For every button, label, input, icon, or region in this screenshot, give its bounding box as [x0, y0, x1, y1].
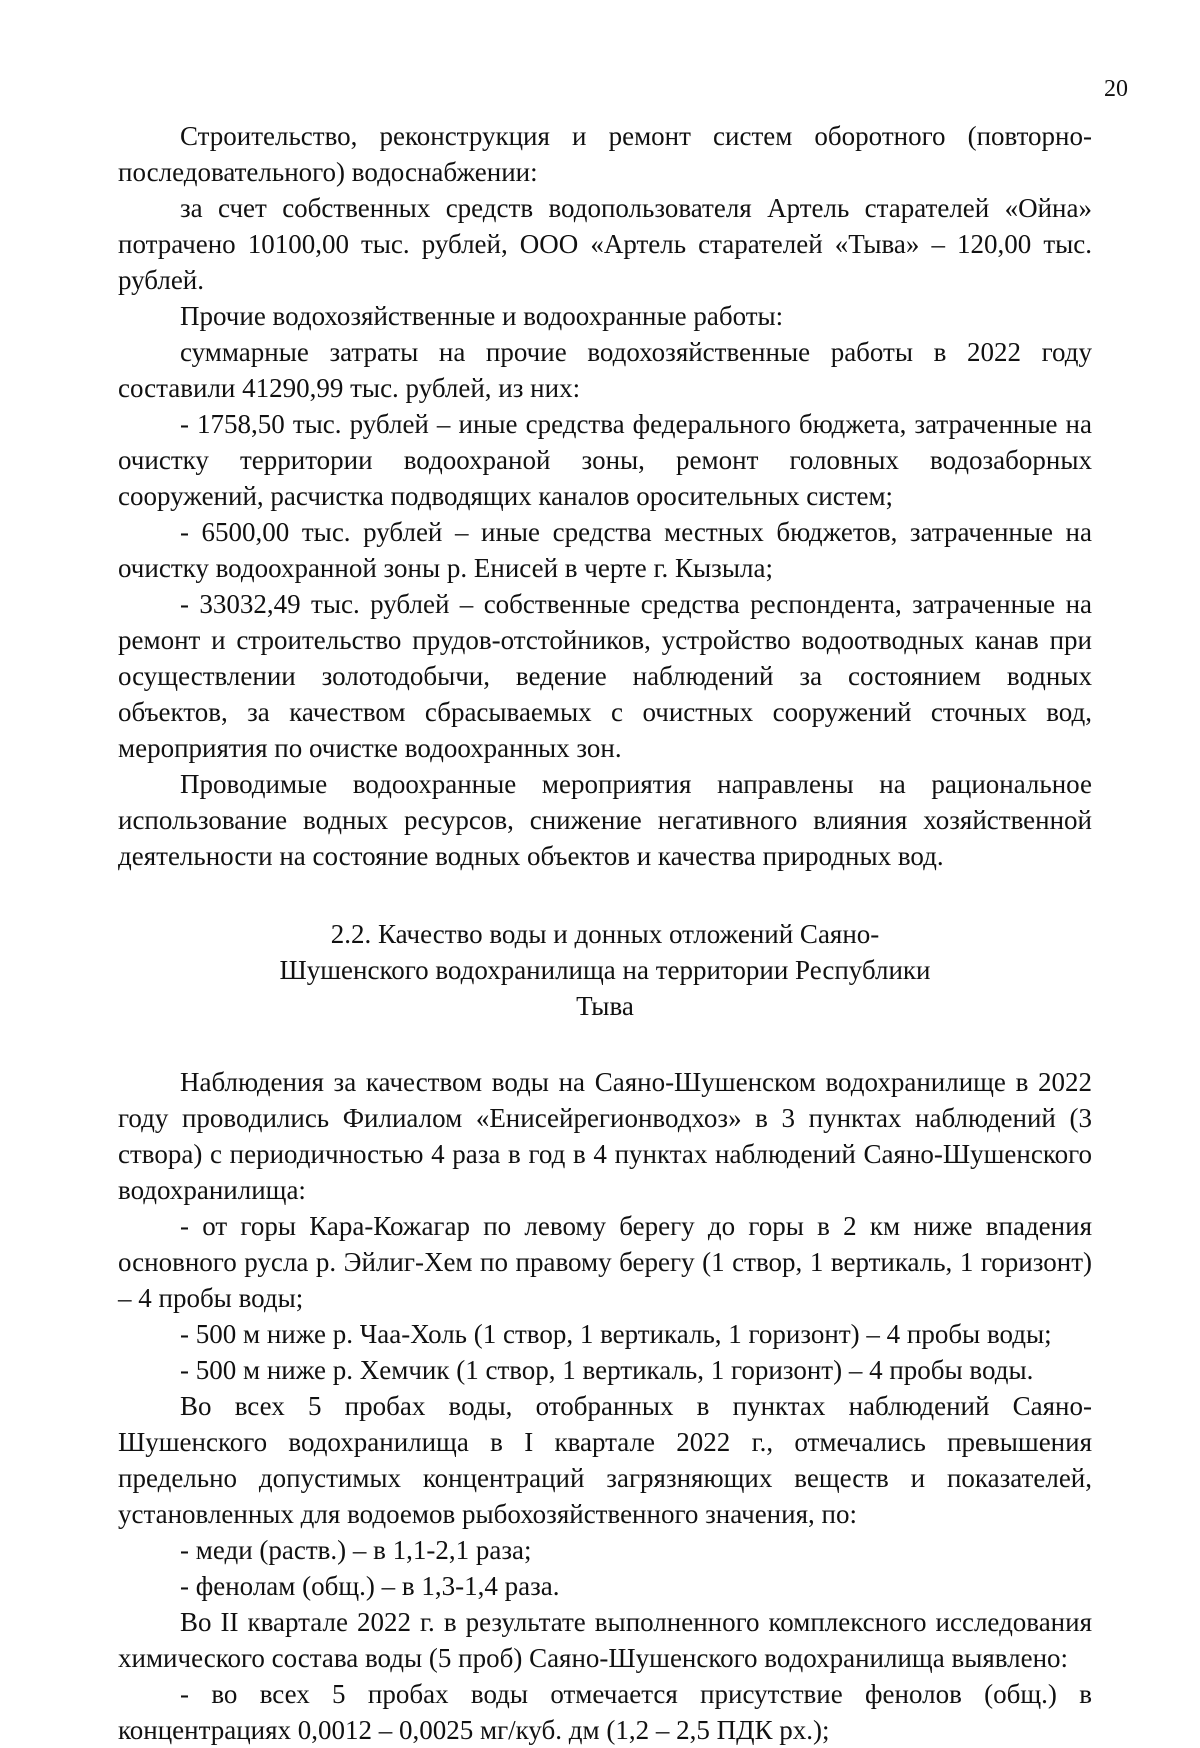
paragraph-point-khemchik: - 500 м ниже р. Хемчик (1 створ, 1 вертикаль, 1 горизонт) – 4 пробы воды.	[180, 1355, 1034, 1385]
paragraph-point-chaa-khol: - 500 м ниже р. Чаа-Холь (1 створ, 1 вертикаль, 1 горизонт) – 4 пробы воды;	[180, 1319, 1052, 1349]
paragraph-local-budgets: - 6500,00 тыс. рублей – иные средства местных бюджетов, затраченные на очистку водоохранной зоны р. Енисей в черте г. Кызыла;	[118, 517, 1092, 583]
paragraph-respondent-funds: - 33032,49 тыс. рублей – собственные средства респондента, затраченные на ремонт и строительство прудов-отстойников, устройство водоотводных канав при осуществлении золотодобычи, ведение наблюдений за состоянием водных объектов, за качеством сбрасываемых с очистных сооружений сточных вод, мероприятия по очистке водоохранных зон.	[118, 589, 1092, 763]
paragraph-q2-study: Во II квартале 2022 г. в результате выполненного комплексного исследования химического состава воды (5 проб) Саяно-Шушенского водохранилища выявлено:	[118, 1607, 1092, 1673]
paragraph-reconstruction-heading: Строительство, реконструкция и ремонт систем оборотного (повторно-последовательного) водоснабжении:	[118, 121, 1092, 187]
paragraph-measures-summary: Проводимые водоохранные мероприятия направлены на рациональное использование водных ресурсов, снижение негативного влияния хозяйственной деятельности на состояние водных объектов и качества природных вод.	[118, 769, 1092, 871]
document-body	[118, 118, 1092, 1748]
paragraph-q1-exceedances: Во всех 5 пробах воды, отобранных в пунктах наблюдений Саяно-Шушенского водохранилища в I квартале 2022 г., отмечались превышения предельно допустимых концентраций загрязняющих веществ и показателей, установленных для водоемов рыбохозяйственного значения, по:	[118, 1391, 1092, 1529]
paragraph-copper: - меди (раств.) – в 1,1-2,1 раза;	[180, 1535, 532, 1565]
section-heading: 2.2. Качество воды и донных отложений Саяно-Шушенского водохранилища на территории Республики Тыва	[279, 919, 931, 1021]
paragraph-q2-phenols: - во всех 5 пробах воды отмечается присутствие фенолов (общ.) в концентрациях 0,0012 – 0,0025 мг/куб. дм (1,2 – 2,5 ПДК рх.);	[118, 1679, 1092, 1745]
paragraph-other-works-heading: Прочие водохозяйственные и водоохранные работы:	[180, 301, 784, 331]
paragraph-federal-budget: - 1758,50 тыс. рублей – иные средства федерального бюджета, затраченные на очистку территории водоохраной зоны, ремонт головных водозаборных сооружений, расчистка подводящих каналов оросительных систем;	[118, 409, 1092, 511]
paragraph-observations: Наблюдения за качеством воды на Саяно-Шушенском водохранилище в 2022 году проводились Филиалом «Енисейрегионводхоз» в 3 пунктах наблюдений (3 створа) с периодичностью 4 раза в год в 4 пунктах наблюдений Саяно-Шушенского водохранилища:	[118, 1067, 1092, 1205]
page-number: 20	[1104, 76, 1128, 102]
paragraph-own-funds: за счет собственных средств водопользователя Артель старателей «Ойна» потрачено 10100,00 тыс. рублей, ООО «Артель старателей «Тыва» – 120,00 тыс. рублей.	[118, 193, 1092, 295]
paragraph-phenols: - фенолам (общ.) – в 1,3-1,4 раза.	[180, 1571, 560, 1601]
paragraph-point-kara-kozhagar: - от горы Кара-Кожагар по левому берегу до горы в 2 км ниже впадения основного русла р. Эйлиг-Хем по правому берегу (1 створ, 1 вертикаль, 1 горизонт) – 4 пробы воды;	[118, 1211, 1092, 1313]
paragraph-total-costs: суммарные затраты на прочие водохозяйственные работы в 2022 году составили 41290,99 тыс. рублей, из них:	[118, 337, 1092, 403]
